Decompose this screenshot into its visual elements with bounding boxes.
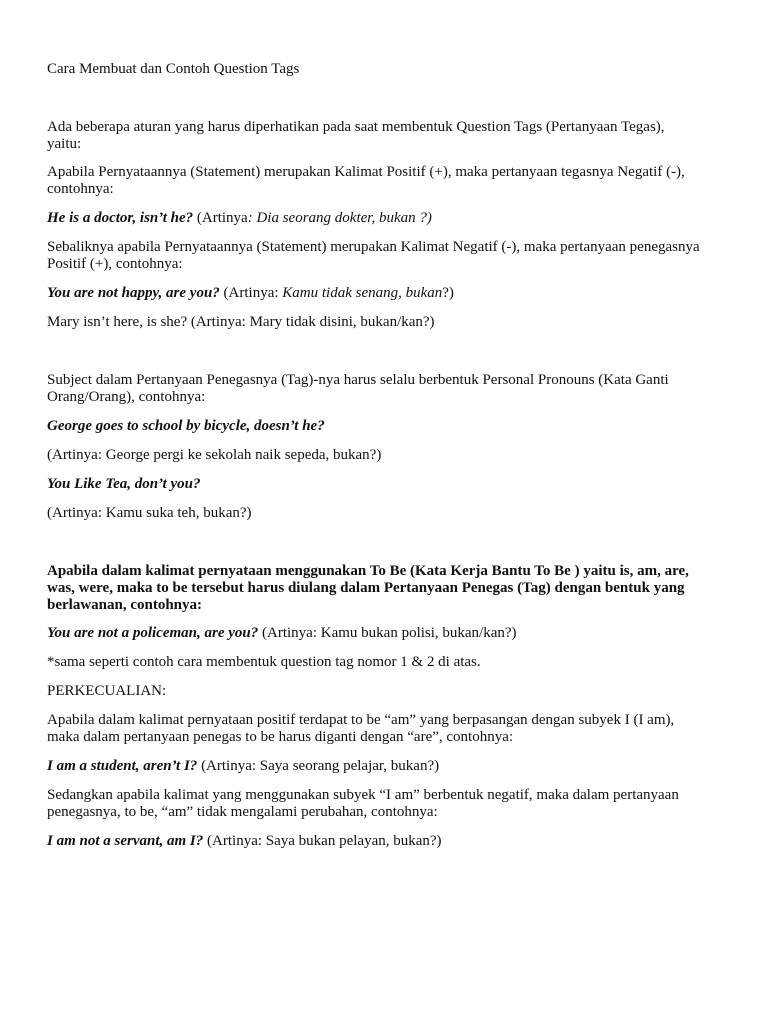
example-1-artinya: (Artinya <box>193 210 248 226</box>
example-3-text: Mary isn’t here, is she? (Artinya: Mary tidak disini, bukan/kan?) <box>47 314 435 330</box>
example-5-translation: (Artinya: Kamu suka teh, bukan?) <box>47 505 252 521</box>
example-2 <box>47 285 727 302</box>
rule-negative-statement <box>47 239 727 273</box>
example-1-english: He is a doctor, isn’t he? <box>47 210 194 226</box>
rule-5-line-1: Sedangkan apabila kalimat yang menggunakan subyek “I am” berbentuk negatif, maka dalam pertanyaan <box>47 787 679 803</box>
rule-4-line-2: was, were, maka to be tersebut harus diulang dalam Pertanyaan Penegas (Tag) dengan bentuk yang <box>47 580 685 596</box>
example-3 <box>47 314 727 331</box>
exception-paragraph <box>47 712 727 746</box>
rule-3-line-1: Subject dalam Pertanyaan Penegasnya (Tag)-nya harus selalu berbentuk Personal Pronouns (Kata Ganti <box>47 372 669 388</box>
example-7-english: I am a student, aren’t I? <box>47 758 198 774</box>
example-6-translation: (Artinya: Kamu bukan polisi, bukan/kan?) <box>258 625 517 641</box>
note-line: *sama seperti contoh cara membentuk question tag nomor 1 & 2 di atas. <box>47 654 481 670</box>
rule-2-line-1: Sebaliknya apabila Pernyataannya (Statement) merupakan Kalimat Negatif (-), maka pertanyaan penegasnya <box>47 239 700 255</box>
exception-line-1: Apabila dalam kalimat pernyataan positif terdapat to be “am” yang berpasangan dengan subyek I (I am), <box>47 712 675 728</box>
rule-5-line-2: penegasnya, to be, “am” tidak mengalami perubahan, contohnya: <box>47 804 438 820</box>
rule-2-line-2: Positif (+), contohnya: <box>47 256 183 272</box>
intro-paragraph <box>47 119 727 153</box>
rule-3-line-2: Orang/Orang), contohnya: <box>47 389 206 405</box>
rule-to-be <box>47 563 727 614</box>
example-7 <box>47 758 727 775</box>
example-1-translation: : Dia seorang dokter, bukan ?) <box>247 210 432 226</box>
rule-1-line-2: contohnya: <box>47 181 114 197</box>
example-1 <box>47 210 727 227</box>
rule-4-line-1: Apabila dalam kalimat pernyataan menggunakan To Be (Kata Kerja Bantu To Be ) yaitu is, am, are, <box>47 563 689 579</box>
example-8-english: I am not a servant, am I? <box>47 833 204 849</box>
rule-4-line-3: berlawanan, contohnya: <box>47 597 203 613</box>
rule-personal-pronouns <box>47 372 727 406</box>
example-8 <box>47 833 727 850</box>
example-2-close: ?) <box>442 285 454 301</box>
exception-heading: PERKECUALIAN: <box>47 683 167 699</box>
example-8-translation: (Artinya: Saya bukan pelayan, bukan?) <box>203 833 442 849</box>
intro-line-2: yaitu: <box>47 136 82 152</box>
rule-i-am-negative <box>47 787 727 821</box>
example-2-english: You are not happy, are you? <box>47 285 220 301</box>
example-7-translation: (Artinya: Saya seorang pelajar, bukan?) <box>197 758 440 774</box>
example-6-english: You are not a policeman, are you? <box>47 625 259 641</box>
document-title: Cara Membuat dan Contoh Question Tags <box>47 61 300 77</box>
example-4-english: George goes to school by bicycle, doesn’t he? <box>47 418 325 434</box>
example-6 <box>47 625 727 642</box>
exception-line-2-text: maka dalam pertanyaan penegas to be harus diganti dengan “are”, contohnya <box>47 729 509 745</box>
intro-line-1: Ada beberapa aturan yang harus diperhatikan pada saat membentuk Question Tags (Pertanyaan Tegas), <box>47 119 665 135</box>
exception-line-2-colon: : <box>508 730 514 745</box>
exception-line-2 <box>47 729 727 746</box>
rule-positive-statement <box>47 164 727 198</box>
example-2-translation: Kamu tidak senang, bukan <box>282 285 443 301</box>
example-2-artinya: (Artinya: <box>219 285 283 301</box>
rule-1-line-1: Apabila Pernyataannya (Statement) merupakan Kalimat Positif (+), maka pertanyaan tegasnya Negatif (-), <box>47 164 685 180</box>
example-5-english: You Like Tea, don’t you? <box>47 476 201 492</box>
example-4-translation: (Artinya: George pergi ke sekolah naik sepeda, bukan?) <box>47 447 382 463</box>
